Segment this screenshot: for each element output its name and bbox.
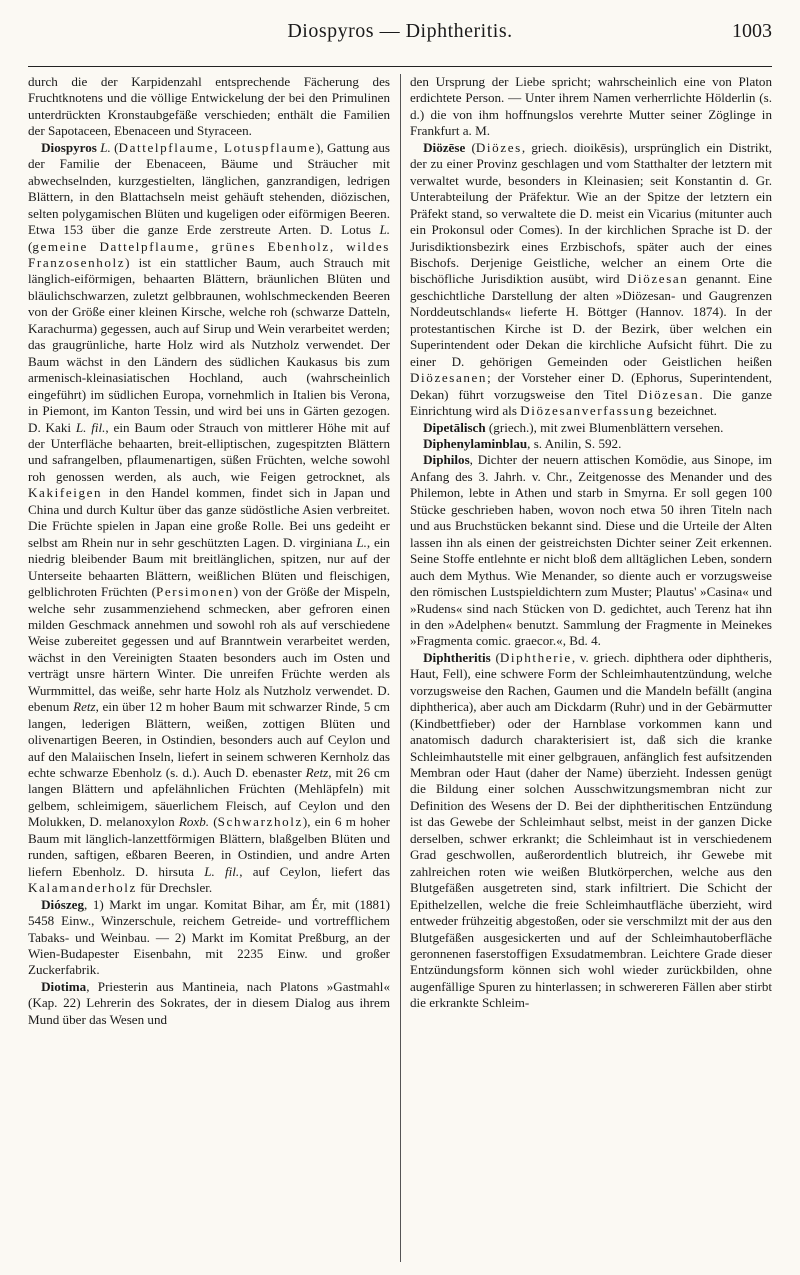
- entry-headword: Diószeg: [41, 896, 85, 912]
- entry-text: Dattelpflaume, Lotuspflaume: [118, 139, 316, 155]
- entry-text: Diözesan: [626, 271, 689, 287]
- entry-headword: Diphtheritis: [423, 649, 491, 665]
- entry-text: Roxb.: [178, 814, 210, 830]
- page-header: [28, 18, 772, 58]
- entry-text: genannt. Eine geschichtliche Darstellung der alten »Diözesan- und Gaugrenzen Norddeutschlands« lieferte H. Böttger (Hannov. 1874). In der protestantischen Kirche ist D. der Bezirk, über welchen ein Superintendent oder Dekan die kirchliche Aufsicht führt. Die zu einer D. gehörigen Gemeinden oder Geistlichen heißen: [410, 271, 773, 369]
- dictionary-entry: [28, 897, 390, 979]
- entry-headword: Dipetālisch: [423, 419, 486, 435]
- page-number: 1003: [732, 20, 772, 42]
- entry-text: ), ein 6 m hoher Baum mit länglich-lanzettförmigen Blättern, blaßgelben Blüten und runden, saftigen, eßbaren Beeren, in Ostindien, und andre Arten liefern Ebenholz. D. hirsuta: [28, 814, 390, 879]
- entry-text: , Dichter der neuern attischen Komödie, aus Sinope, im Anfang des 3. Jahrh. v. Chr., Zeitgenosse des Menander und des Philemon, lebte in Athen und starb in Smyrna. Er soll gegen 100 Stücke geschrieben haben, wovon noch etwa 50 ihren Titeln nach und aus Bruchstücken bekannt sind. Diese und die Urteile der Alten lassen ihn als einen der geistreichsten Dichter seiner Zeit erkennen. Seine Stoffe entlehnte er nicht bloß dem alltäglichen Leben, sondern auch dem Mythus. Wie Menander, so diente auch er vorzugsweise den römischen Lustspieldichtern zum Muster; Plautus' »Casina« und »Rudens« sind nach Stücken von D. gedichtet, auch Terenz hat ihn in den »Adelphen« benutzt. Sammlung der Fragmente in Meinekes »Fragmenta comic. graecor.«, Bd. 4.: [410, 452, 772, 649]
- entry-headword: Diphilos: [423, 452, 470, 468]
- entry-headword: Diotima: [41, 978, 87, 994]
- entry-text: für Drechsler.: [136, 880, 213, 896]
- entry-text: Diözes: [475, 139, 522, 155]
- entry-text: (: [110, 139, 119, 155]
- entry-text: (: [28, 238, 33, 254]
- entry-text: (: [490, 649, 500, 665]
- entry-text: Schwarzholz: [217, 814, 303, 830]
- entry-text: (: [209, 814, 218, 830]
- entry-text: ) ist ein stattlicher Baum, auch Strauch mit länglich-eiförmigen, behaarten Blättern, bräunlichen Blüten und bläulichschwarzen, zuletzt gelbbraunen, wohlschmeckenden Beeren von der Größe einer kleinen Kirsche, welche roh (schwarze Datteln, Karachurma) gegessen, auch auf Sirup und Wein verarbeitet werden; das graugrünliche, harte Holz wird als Nutzholz verwendet. Der Baum wächst in den Ländern des südlichen Kaukasus bis zum armenisch-kleinasiatischen Hochland, auch (wahrscheinlich eingeführt) im südlichen Europa, vornehmlich in Italien bis Verona, in Piemont, im Kanton Tessin, und wird bei uns in Gärten gezogen. D. Kaki: [28, 254, 390, 435]
- dictionary-entry: [410, 436, 772, 452]
- entry-headword: Diözēse: [423, 139, 466, 155]
- entry-text: L.: [96, 139, 111, 155]
- entry-text: , 1) Markt im ungar. Komitat Bihar, am Ér, mit (1881) 5458 Einw., Winzerschule, reichem Getreide- und vortrefflichem Tabaks- und Weinbau. — 2) Markt im Komitat Preßburg, an der Wien-Budapester Eisenbahn, mit 2235 Einw. und großer Zuckerfabrik.: [28, 896, 390, 978]
- entry-text: Diözesanen: [410, 370, 488, 386]
- left-column: [28, 74, 390, 1028]
- entry-text: durch die der Karpidenzahl entsprechende Fächerung des Fruchtknotens und die völlige Entwickelung der bei den Primulinen unterdrückten Kronstaubgefäße verschieden; enthält die Familien der Sapotaceen, Ebenaceen und Styraceen.: [28, 74, 390, 139]
- entry-headword: Diphenylaminblau: [423, 435, 528, 451]
- entry-text: , s. Anilin, S. 592.: [527, 435, 622, 451]
- right-column: [410, 74, 772, 1012]
- entry-text: Diphtherie: [499, 649, 572, 665]
- entry-text: Kakifeigen: [28, 485, 103, 501]
- dictionary-entry: [28, 979, 390, 1028]
- dictionary-entry: [410, 74, 772, 140]
- dictionary-entry: [410, 452, 772, 649]
- entry-text: L.: [356, 534, 367, 550]
- entry-text: , ein niedrig bleibender Baum mit breitlänglichen, spitzen, nur auf der Unterseite behaarten Blättern, weißlichen Blüten und fleischigen, gelblichroten Früchten (: [28, 534, 390, 600]
- dictionary-entry: [410, 140, 772, 420]
- entry-text: Retz: [73, 699, 96, 715]
- entry-text: Retz: [305, 765, 329, 781]
- entry-text: Diözesanverfassung: [520, 403, 655, 419]
- entry-text: , v. griech. diphthera oder diphtheris, Haut, Fell), eine schwere Form der Schleimhautentzündung, welche vorzugsweise den Rachen, Gaumen und die Mandeln befällt (angina diphtherica), aber auch am Dickdarm (Ruhr) und in der Gebärmutter (Kindbettfieber) oder der Harnblase vorkommen kann und anatomisch dadurch charakterisiert ist, daß sich die kranke Schleimhautstelle mit einer gelbgrauen, anfänglich fest aufsitzenden Membran oder Haut (daher der Name) überzieht. Indessen genügt die Bildung einer solchen Ausschwitzungsmembran nicht zur Definition des Wesens der D. Bei der diphtheritischen Entzündung ist das Gewebe der Schleimhaut selbst, meist in der ganzen Dicke derselben, schwer erkrankt; die Schleimhaut ist in verschiedenem Grad geschwollen, außerordentlich blutreich, ihr Gewebe mit zahlreichen roten wie weißen Blutkörperchen, welche aus den Blutgefäßen ausgetreten sind, stark infiltriert. Die Schicht der Epithelzellen, welche die freie Schleimhautfläche überzieht, wird entweder frühzeitig abgestoßen, oder sie verschmilzt mit der aus den Blutgefäßen ausgesickerten und auf der Schleimhautoberfläche geronnenen faserstoffigen Exsudatmembran. Leichtere Grade dieser Entzündungsform können sich wohl wieder zurückbilden, ohne augenfällige Spuren zu hinterlassen; in schwereren Fällen aber stirbt die erkrankte Schleim-: [410, 649, 772, 1011]
- dictionary-entry: [28, 74, 390, 140]
- entry-text: ) von der Größe der Mispeln, welche sehr zusammenziehend schmecken, aber gefroren einen milden Geschmack annehmen und sowohl roh als auf verschiedene Weise zubereitet gegessen und auf Branntwein verarbeitet werden, wächst in den Vereinigten Staaten besonders auch im Osten und verträgt unsre härtern Winter. Die unreifen Früchte werden als Wurmmittel, das weiße, sehr harte Holz als Nutzholz verwendet. D. ebenum: [28, 584, 390, 715]
- entry-text: , auf Ceylon, liefert das: [239, 863, 390, 879]
- entry-text: , mit 26 cm langen Blättern und apfelähnlichen Früchten (Mehläpfeln) mit gelbem, schleimigem, säuerlichem Fleisch, auf Ceylon und den Molukken, D. melanoxylon: [28, 765, 390, 830]
- dictionary-entry: [410, 420, 772, 436]
- column-divider: [400, 74, 401, 1262]
- entry-text: (griech.), mit zwei Blumenblättern versehen.: [485, 419, 724, 435]
- dictionary-entry: [28, 140, 390, 897]
- entry-headword: Diospyros: [41, 139, 97, 155]
- entry-text: bezeichnet.: [654, 403, 717, 419]
- header-rule: [28, 66, 772, 67]
- entry-text: Persimonen: [155, 584, 234, 600]
- entry-text: , ein über 12 m hoher Baum mit schwarzer Rinde, 5 cm langen, lederigen Blättern, weißen, zottigen Blüten und olivenartigen Beeren, in Ostindien, besonders auch auf Ceylon und auf den Malaiischen Inseln, liefert in seinem schweren Kernholz das echte schwarze Ebenholz (s. d.). Auch D. ebenaster: [28, 699, 390, 781]
- entry-text: , griech. dioikēsis), ursprünglich ein Distrikt, der zu einer Provinz geschlagen und vom Statthalter der letztern mit verwaltet wurde, besonders in Kleinasien; seit Konstantin d. Gr. Unterabteilung der Präfektur. Wie an der Spitze der letztern ein Präfekt stand, so verwaltete die D. meist ein Vicarius (mitunter auch ein Prokonsul oder Comes). In der kirchlichen Sprache ist D. der Jurisdiktionsbezirk eines Erzbischofs, später auch der eines Bischofs. Derjenige Geistliche, welcher an einem Orte die bischöfliche Jurisdiktion ausübt, wird: [410, 139, 772, 287]
- entry-text: , ein Baum oder Strauch von mittlerer Höhe mit auf der Unterfläche behaarten, breit-elliptischen, zugespitzten Blättern und safrangelben, pflaumenartigen, süßen Früchten, welche sowohl roh genossen werden, als auch, wie Feigen getrocknet, als: [28, 419, 390, 484]
- dictionary-entry: [410, 650, 772, 1012]
- entry-text: Diözesan: [637, 386, 700, 402]
- entry-text: den Ursprung der Liebe spricht; wahrscheinlich eine von Platon erdichtete Person. — Unter ihrem Namen verherrlichte Hölderlin (s. d.) die von ihm hoffnungslos verehrte Mutter seiner Zöglinge in Frankfurt a. M.: [410, 74, 772, 139]
- entry-text: L. fil.: [75, 419, 106, 435]
- running-title: Diospyros — Diphtheritis.: [287, 20, 513, 42]
- entry-text: , Priesterin aus Mantineia, nach Platons »Gastmahl« (Kap. 22) Lehrerin des Sokrates, der in diesem Dialog aus ihrem Mund über das Wesen und: [28, 978, 390, 1027]
- entry-text: Kalamanderholz: [28, 880, 137, 896]
- entry-text: ), Gattung aus der Familie der Ebenaceen, Bäume und Sträucher mit abwechselnden, kurzgestielten, länglichen, ganzrandigen, ledrigen Blättern, in den Blattachseln meist gehäuft stehenden, diözischen, selten polygamischen Blüten und kugeligen oder eiförmigen Beeren. Etwa 153 über die ganze Erde zerstreute Arten. D. Lotus: [28, 139, 390, 238]
- entry-text: in den Handel kommen, findet sich in Japan und China und durch Kultur über das ganze südöstliche Asien verbreitet. Die Früchte spielen in Japan eine große Rolle. Bei uns gedeiht er selbst am Rhein nur in sehr geschützten Lagen. D. virginiana: [28, 485, 390, 550]
- entry-text: . Die ganze Einrichtung wird als: [410, 386, 772, 419]
- entry-text: L. fil.: [204, 863, 240, 879]
- entry-text: L.: [379, 222, 390, 238]
- entry-text: (: [465, 139, 476, 155]
- entry-text: ; der Vorsteher einer D. (Ephorus, Superintendent, Dekan) führt vorzugsweise den Titel: [410, 370, 772, 402]
- entry-text: gemeine Dattelpflaume, grünes Ebenholz, wildes Franzosenholz: [28, 238, 390, 270]
